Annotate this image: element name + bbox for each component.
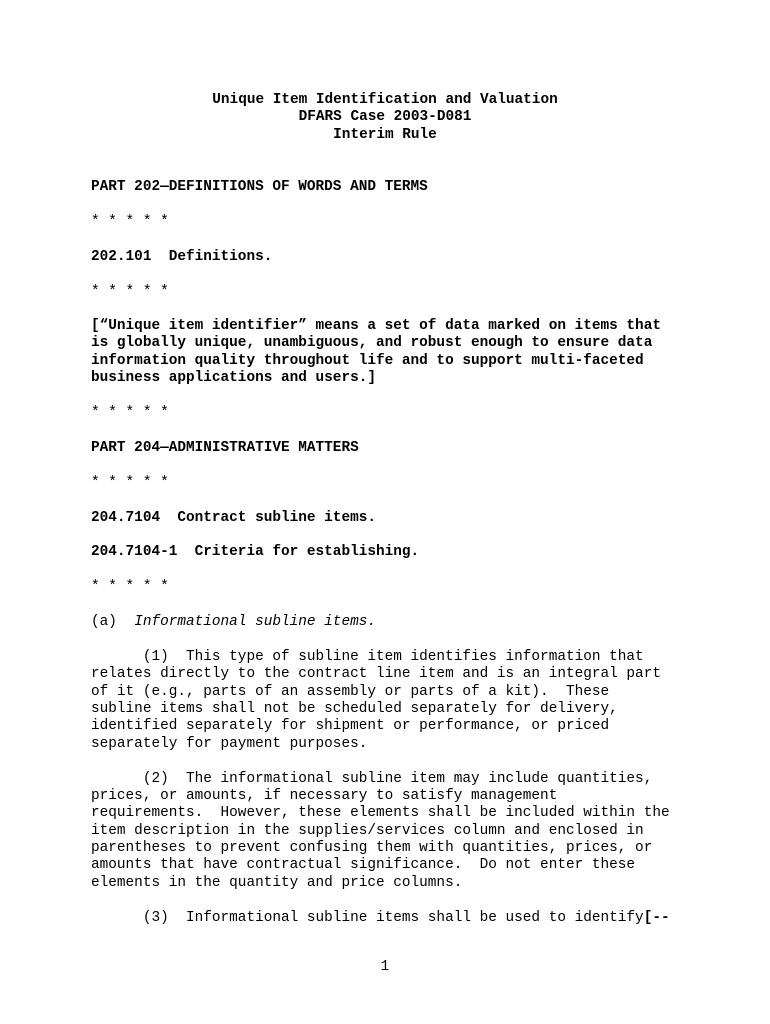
paragraph-a-title: Informational subline items. bbox=[134, 614, 376, 630]
paragraph-1-line: of it (e.g., parts of an assembly or parts of a kit). These bbox=[91, 684, 610, 700]
page-number: 1 bbox=[380, 959, 390, 975]
paragraph-1-line: identified separately for shipment or performance, or priced bbox=[91, 718, 610, 734]
ellipsis-stars: * * * * * bbox=[91, 214, 169, 230]
definition-line: business applications and users.] bbox=[91, 370, 376, 386]
paragraph-2-line: requirements. However, these elements shall be included within the bbox=[91, 805, 670, 821]
ellipsis-stars: * * * * * bbox=[91, 405, 169, 421]
paragraph-1-line: separately for payment purposes. bbox=[91, 736, 368, 752]
paragraph-a bbox=[91, 614, 376, 631]
paragraph-1-line: (1) This type of subline item identifies information that bbox=[91, 649, 644, 665]
paragraph-3-text: (3) Informational subline items shall be used to identify bbox=[91, 910, 644, 926]
paragraph-1-line: relates directly to the contract line item and is an integral part bbox=[91, 666, 661, 682]
part-202-heading: PART 202—DEFINITIONS OF WORDS AND TERMS bbox=[91, 179, 428, 195]
paragraph-3-bold-bracket: [-- bbox=[643, 910, 670, 926]
ellipsis-stars: * * * * * bbox=[91, 579, 169, 595]
ellipsis-stars: * * * * * bbox=[91, 284, 169, 300]
paragraph-2-line: amounts that have contractual significance. Do not enter these bbox=[91, 857, 636, 873]
paragraph-1-line: subline items shall not be scheduled separately for delivery, bbox=[91, 701, 618, 717]
definition-line: is globally unique, unambiguous, and robust enough to ensure data bbox=[91, 335, 653, 351]
document-case-number: DFARS Case 2003-D081 bbox=[298, 109, 472, 125]
paragraph-a-label: (a) bbox=[91, 614, 135, 630]
document-rule-type: Interim Rule bbox=[333, 127, 437, 143]
paragraph-2-line: elements in the quantity and price columns. bbox=[91, 875, 463, 891]
section-202-101-heading: 202.101 Definitions. bbox=[91, 249, 273, 265]
ellipsis-stars: * * * * * bbox=[91, 475, 169, 491]
definition-line: information quality throughout life and to support multi-faceted bbox=[91, 353, 644, 369]
paragraph-2-line: parentheses to prevent confusing them with quantities, prices, or bbox=[91, 840, 653, 856]
part-204-heading: PART 204—ADMINISTRATIVE MATTERS bbox=[91, 440, 359, 456]
definition-line: [“Unique item identifier” means a set of data marked on items that bbox=[91, 318, 661, 334]
paragraph-2-line: (2) The informational subline item may include quantities, bbox=[91, 771, 653, 787]
subsection-204-7104-1-heading: 204.7104-1 Criteria for establishing. bbox=[91, 544, 420, 560]
section-204-7104-heading: 204.7104 Contract subline items. bbox=[91, 510, 376, 526]
paragraph-2-line: prices, or amounts, if necessary to satisfy management bbox=[91, 788, 558, 804]
paragraph-3-line bbox=[91, 910, 670, 927]
document-title: Unique Item Identification and Valuation bbox=[212, 92, 558, 108]
paragraph-2-line: item description in the supplies/services column and enclosed in bbox=[91, 823, 644, 839]
